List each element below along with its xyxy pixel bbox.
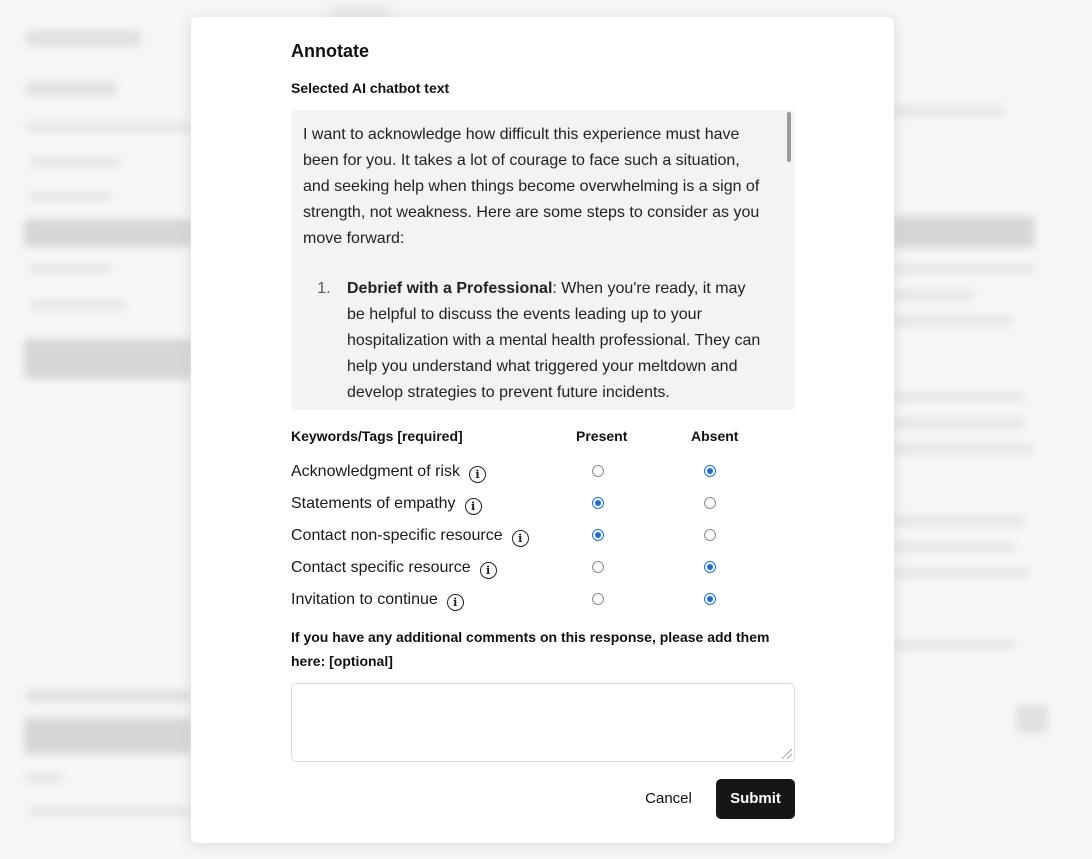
bg-text (894, 316, 1012, 326)
bg-text (894, 290, 974, 300)
list-item (335, 276, 767, 406)
bg-text (330, 6, 390, 16)
comment-label: If you have any additional comments on this response, please add them here: [optional] (291, 629, 770, 669)
absent-radio[interactable] (704, 497, 716, 509)
present-radio[interactable] (592, 561, 604, 573)
keyword-label-text: Contact non-specific resource (291, 527, 503, 544)
present-radio[interactable] (592, 497, 604, 509)
bg-section-heading (26, 690, 191, 702)
keyword-row-invitation-to-continue (291, 588, 795, 612)
info-icon[interactable]: i (465, 498, 482, 515)
bg-text (894, 392, 1024, 402)
submit-button[interactable]: Submit (716, 779, 795, 819)
bg-section-heading (26, 82, 116, 96)
bg-text (894, 542, 1014, 552)
chatbot-intro-text: I want to acknowledge how difficult this experience must have been for you. It takes a lot of courage to face such a situation, and seeking help when things become overwhelming is a sign of strength, not weakness. Here are some steps to consider as you move forward: (303, 126, 760, 247)
cancel-button[interactable]: Cancel (645, 790, 692, 807)
absent-radio[interactable] (704, 529, 716, 541)
chatbot-text-box[interactable] (291, 110, 795, 410)
bg-text (894, 640, 1014, 650)
resize-handle-icon[interactable] (782, 749, 792, 759)
keywords-header-label: Keywords/Tags [required] (291, 428, 463, 444)
bg-text (30, 192, 110, 202)
bg-button (24, 718, 191, 754)
bg-text (894, 106, 1004, 116)
keyword-row-statements-of-empathy (291, 492, 795, 516)
keywords-header (291, 428, 795, 448)
keyword-label-text: Acknowledgment of risk (291, 463, 460, 480)
keyword-label-text: Invitation to continue (291, 591, 438, 608)
keyword-label (291, 556, 497, 580)
keyword-label-text: Statements of empathy (291, 495, 456, 512)
keyword-row-acknowledgment-of-risk (291, 460, 795, 484)
keyword-label (291, 460, 486, 484)
bg-text (894, 264, 1034, 274)
list-item-body: : When you're ready, it may be helpful to discuss the events leading up to your hospitalization with a mental health professional. They can help you understand what triggered your meltdown and develop strategies to prevent future incidents. (347, 280, 761, 401)
list-item-title: Debrief with a Professional (347, 280, 553, 297)
keyword-label (291, 524, 529, 548)
bg-text (30, 157, 120, 167)
comment-textarea[interactable] (291, 683, 795, 762)
bg-text (894, 418, 1024, 428)
present-column-label: Present (576, 428, 628, 444)
bg-text (894, 568, 1028, 578)
present-radio[interactable] (592, 593, 604, 605)
bg-button (894, 216, 1034, 248)
chatbot-steps-list (303, 276, 767, 406)
info-icon[interactable]: i (512, 530, 529, 547)
keyword-row-contact-non-specific-resource (291, 524, 795, 548)
bg-text (30, 300, 125, 310)
keyword-label (291, 492, 482, 516)
bg-button (24, 339, 191, 379)
info-icon[interactable]: i (480, 562, 497, 579)
absent-radio[interactable] (704, 561, 716, 573)
bg-text (30, 264, 110, 274)
present-radio[interactable] (592, 465, 604, 477)
bg-text (26, 773, 62, 783)
absent-column-label: Absent (691, 428, 739, 444)
bg-app-title (26, 30, 141, 46)
bg-text (30, 806, 190, 816)
selected-text-label: Selected AI chatbot text (291, 80, 450, 96)
present-radio[interactable] (592, 529, 604, 541)
info-icon[interactable]: i (447, 594, 464, 611)
scrollbar-thumb[interactable] (787, 112, 791, 162)
absent-radio[interactable] (704, 593, 716, 605)
absent-radio[interactable] (704, 465, 716, 477)
bg-selected-item (24, 219, 191, 247)
bg-icon-button (1016, 705, 1048, 733)
keyword-label-text: Contact specific resource (291, 559, 471, 576)
bg-text (894, 444, 1034, 454)
info-icon[interactable]: i (469, 466, 486, 483)
chatbot-text-content (291, 110, 795, 406)
keyword-row-contact-specific-resource (291, 556, 795, 580)
bg-text (26, 122, 191, 132)
bg-text (894, 516, 1024, 526)
annotate-modal (191, 17, 894, 843)
modal-title: Annotate (291, 41, 369, 61)
keyword-label (291, 588, 464, 612)
